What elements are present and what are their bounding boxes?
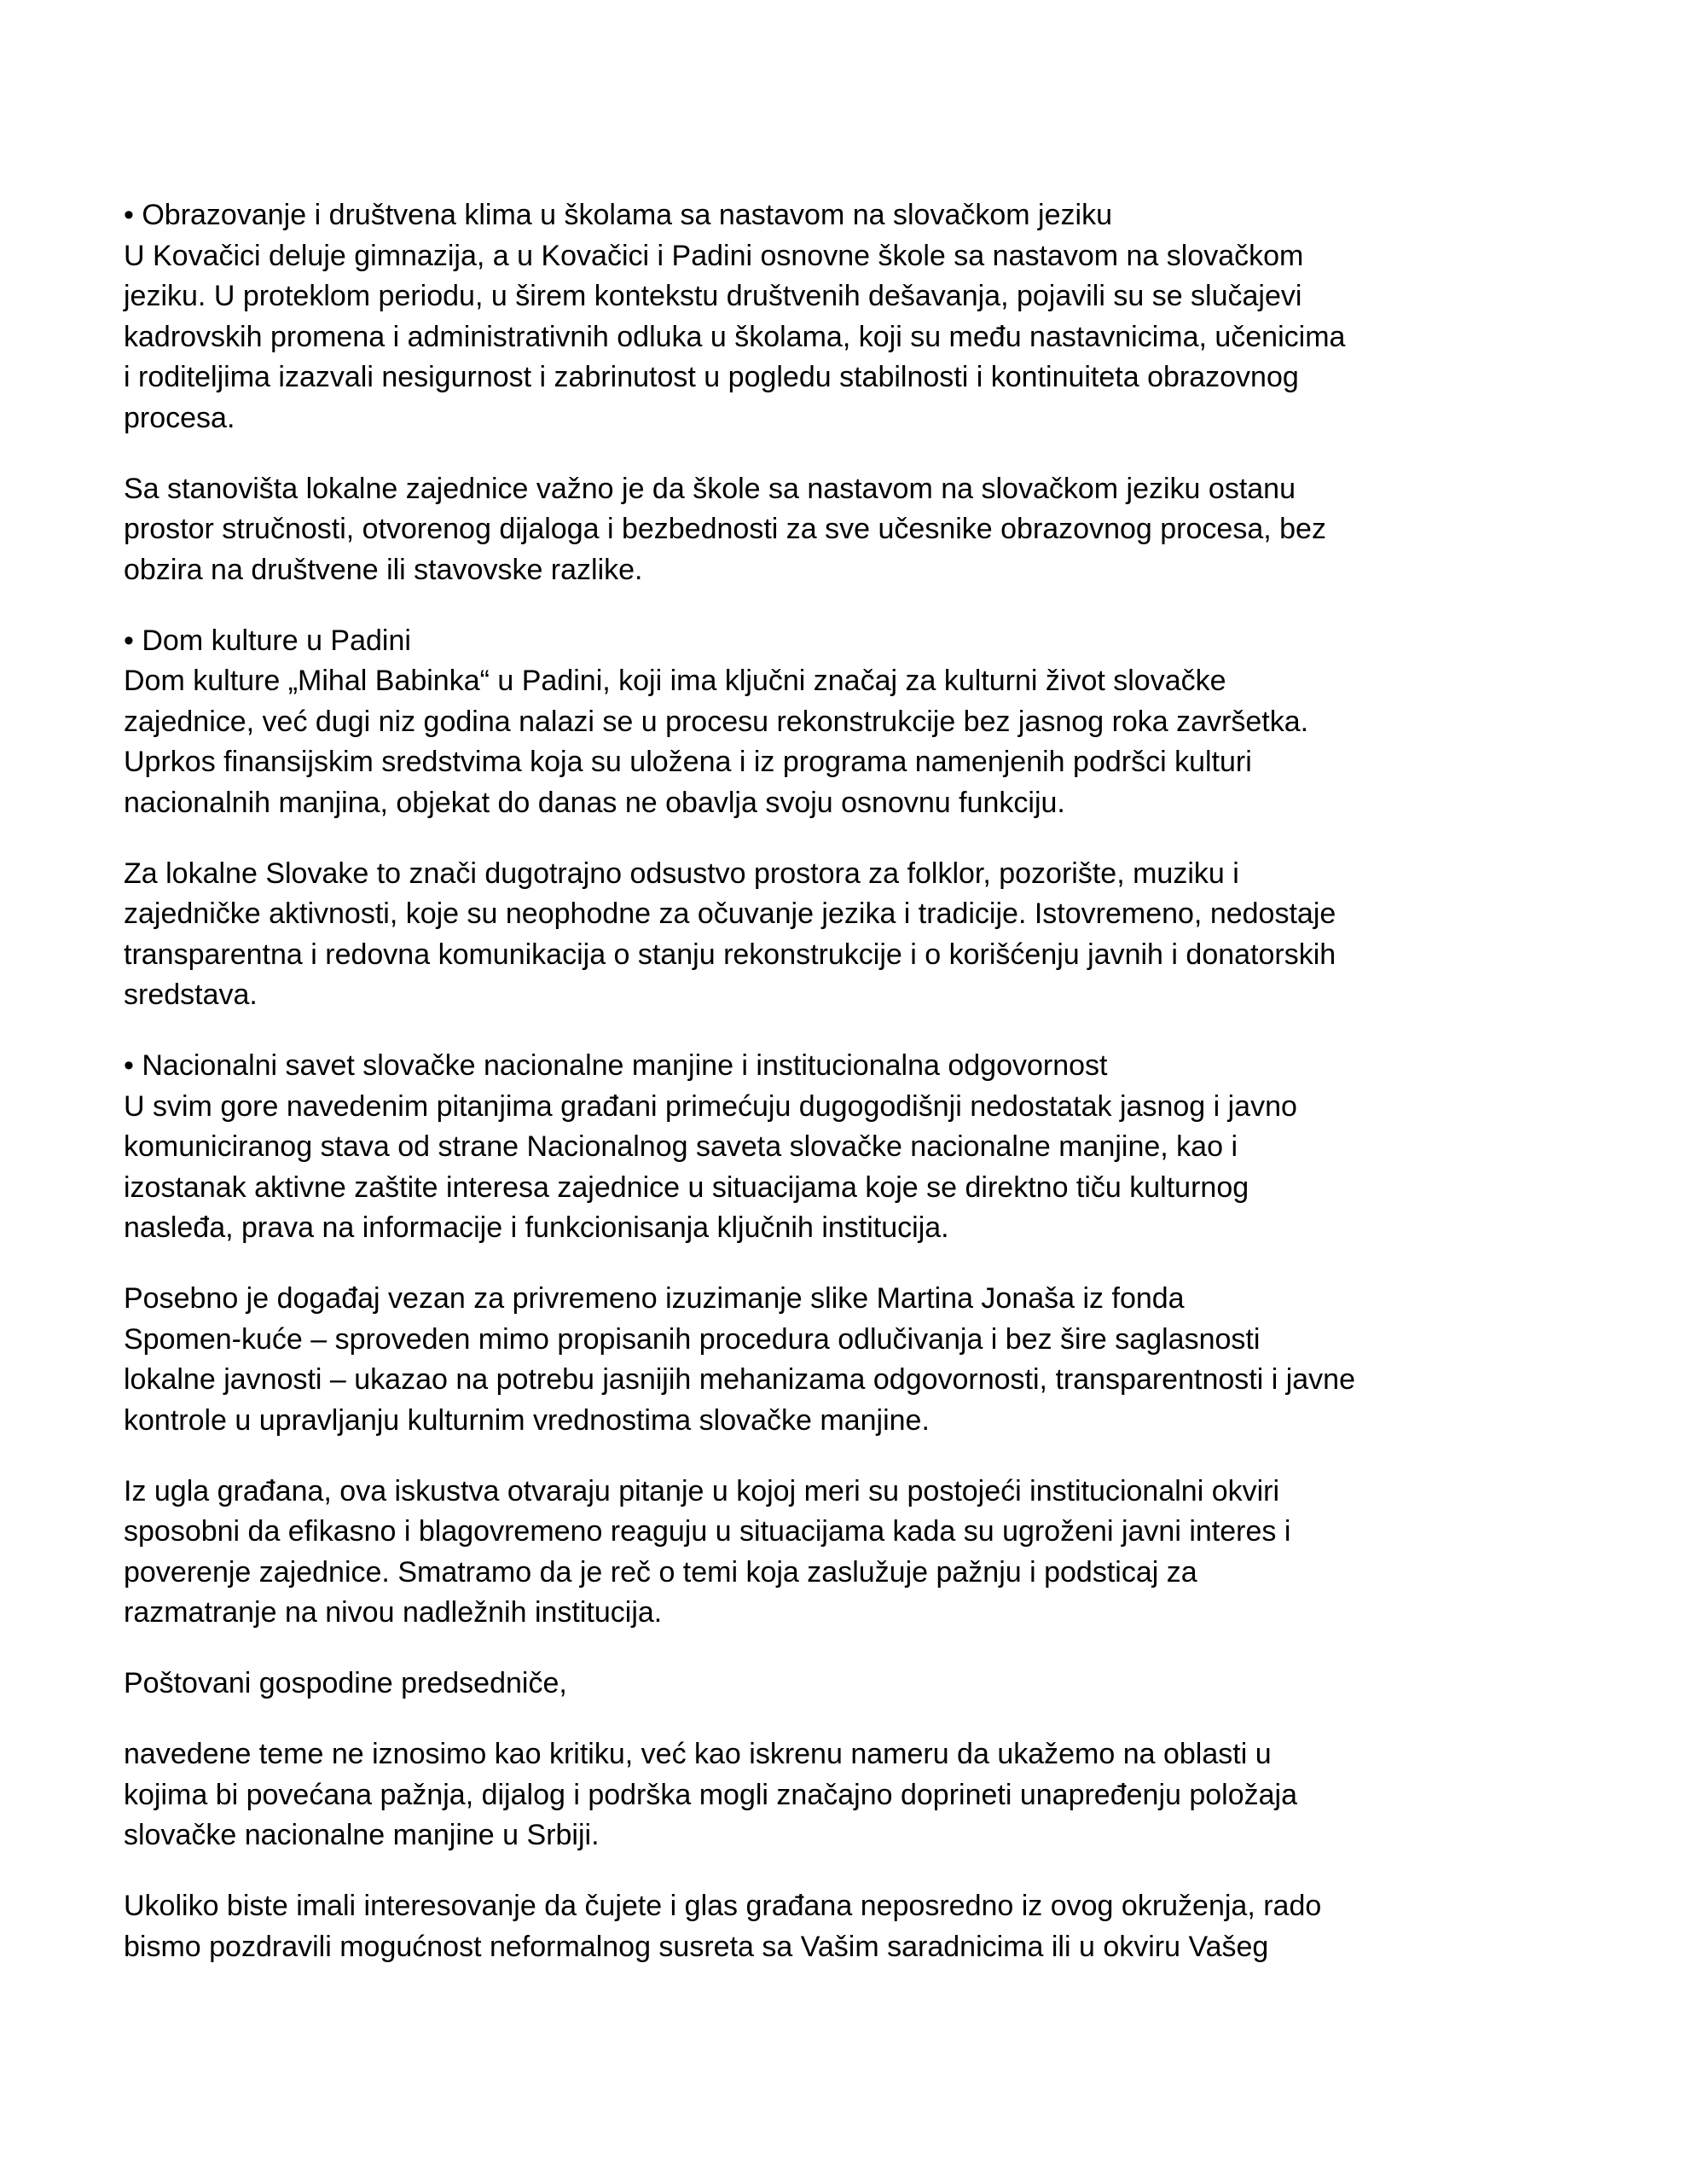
text-line: prostor stručnosti, otvorenog dijaloga i bezbednosti za sve učesnike obrazovnog procesa, bez xyxy=(124,513,1326,545)
text-line: komuniciranog stava od strane Nacionalnog saveta slovačke nacionalne manjine, kao i xyxy=(124,1130,1238,1163)
text-line: sposobni da efikasno i blagovremeno reaguju u situacijama kada su ugroženi javni interes i xyxy=(124,1515,1291,1548)
text-line: nasleđa, prava na informacije i funkcionisanja ključnih institucija. xyxy=(124,1211,949,1244)
text-line: • Obrazovanje i društvena klima u školama sa nastavom na slovačkom jeziku xyxy=(124,199,1112,231)
text-line: Poštovani gospodine predsedniče, xyxy=(124,1667,567,1699)
paragraph-meeting-invitation xyxy=(124,1886,1574,1967)
text-line: kadrovskih promena i administrativnih odluka u školama, koji su među nastavnicima, učenicima xyxy=(124,320,1346,353)
paragraph-community-standpoint xyxy=(124,469,1574,591)
text-line: • Dom kulture u Padini xyxy=(124,624,411,657)
text-line: izostanak aktivne zaštite interesa zajednice u situacijama koje se direktno tiču kulturnog xyxy=(124,1170,1249,1204)
text-line: Dom kulture „Mihal Babinka“ u Padini, koji ima ključni značaj za kulturni život slovačke xyxy=(124,665,1226,697)
text-line: obzira na društvene ili stavovske razlike. xyxy=(124,553,643,586)
text-line: navedene teme ne iznosimo kao kritiku, već kao iskrenu nameru da ukažemo na oblasti u xyxy=(124,1738,1272,1770)
text-line: U Kovačici deluje gimnazija, a u Kovačici i Padini osnovne škole sa nastavom na slovačkom xyxy=(124,239,1304,272)
text-line: jeziku. U proteklom periodu, u širem kontekstu društvenih dešavanja, pojavili su se slučajevi xyxy=(124,280,1302,312)
text-line: procesa. xyxy=(124,401,235,434)
text-line: transparentna i redovna komunikacija o stanju rekonstrukcije i o korišćenju javnih i donatorskih xyxy=(124,938,1336,971)
text-line: kontrole u upravljanju kulturnim vrednostima slovačke manjine. xyxy=(124,1403,930,1437)
text-line: U svim gore navedenim pitanjima građani primećuju dugogodišnji nedostatak jasnog i javno xyxy=(124,1089,1297,1123)
text-line: Posebno je događaj vezan za privremeno izuzimanje slike Martina Jonaša iz fonda xyxy=(124,1282,1185,1315)
text-line: Sa stanovišta lokalne zajednice važno je da škole sa nastavom na slovačkom jeziku ostanu xyxy=(124,472,1296,505)
paragraph-salutation xyxy=(124,1664,1574,1705)
text-line: zajedničke aktivnosti, koje su neophodne za očuvanje jezika i tradicije. Istovremeno, nedostaje xyxy=(124,897,1336,930)
text-line: Ukoliko biste imali interesovanje da čujete i glas građana neposredno iz ovog okruženja, rado xyxy=(124,1890,1322,1922)
paragraph-citizens-perspective xyxy=(124,1472,1574,1634)
text-line: kojima bi povećana pažnja, dijalog i podrška mogli značajno doprineti unapređenju položaja xyxy=(124,1778,1298,1811)
text-line: lokalne javnosti – ukazao na potrebu jasnijih mehanizama odgovornosti, transparentnosti i javne xyxy=(124,1363,1355,1396)
text-line: Uprkos finansijskim sredstvima koja su uložena i iz programa namenjenih podršci kulturi xyxy=(124,746,1252,778)
paragraph-local-slovaks-impact xyxy=(124,854,1574,1016)
paragraph-jonas-painting-case xyxy=(124,1279,1574,1441)
paragraph-culture-house-padina xyxy=(124,621,1574,824)
text-line: nacionalnih manjina, objekat do danas ne obavlja svoju osnovnu funkciju. xyxy=(124,786,1065,819)
text-line: Iz ugla građana, ova iskustva otvaraju pitanje u kojoj meri su postojeći institucionalni okviri xyxy=(124,1474,1280,1507)
text-line: zajednice, već dugi niz godina nalazi se u procesu rekonstrukcije bez jasnog roka završetka. xyxy=(124,705,1309,738)
text-line: Za lokalne Slovake to znači dugotrajno odsustvo prostora za folklor, pozorište, muziku i xyxy=(124,857,1239,890)
text-line: slovačke nacionalne manjine u Srbiji. xyxy=(124,1819,600,1851)
text-line: poverenje zajednice. Smatramo da je reč o temi koja zaslužuje pažnju i podsticaj za xyxy=(124,1555,1197,1589)
paragraph-sincere-intent xyxy=(124,1734,1574,1856)
text-line: sredstava. xyxy=(124,979,258,1011)
text-line: i roditeljima izazvali nesigurnost i zabrinutost u pogledu stabilnosti i kontinuiteta obrazovnog xyxy=(124,361,1299,393)
document-body xyxy=(124,195,1574,1967)
text-line: razmatranje na nivou nadležnih institucija. xyxy=(124,1596,663,1629)
paragraph-education-schools xyxy=(124,195,1574,439)
paragraph-national-council xyxy=(124,1046,1574,1249)
text-line: bismo pozdravili mogućnost neformalnog susreta sa Vašim saradnicima ili u okviru Vašeg xyxy=(124,1930,1269,1963)
text-line: Spomen-kuće – sproveden mimo propisanih procedura odlučivanja i bez šire saglasnosti xyxy=(124,1322,1261,1356)
text-line: • Nacionalni savet slovačke nacionalne manjine i institucionalna odgovornost xyxy=(124,1049,1108,1082)
